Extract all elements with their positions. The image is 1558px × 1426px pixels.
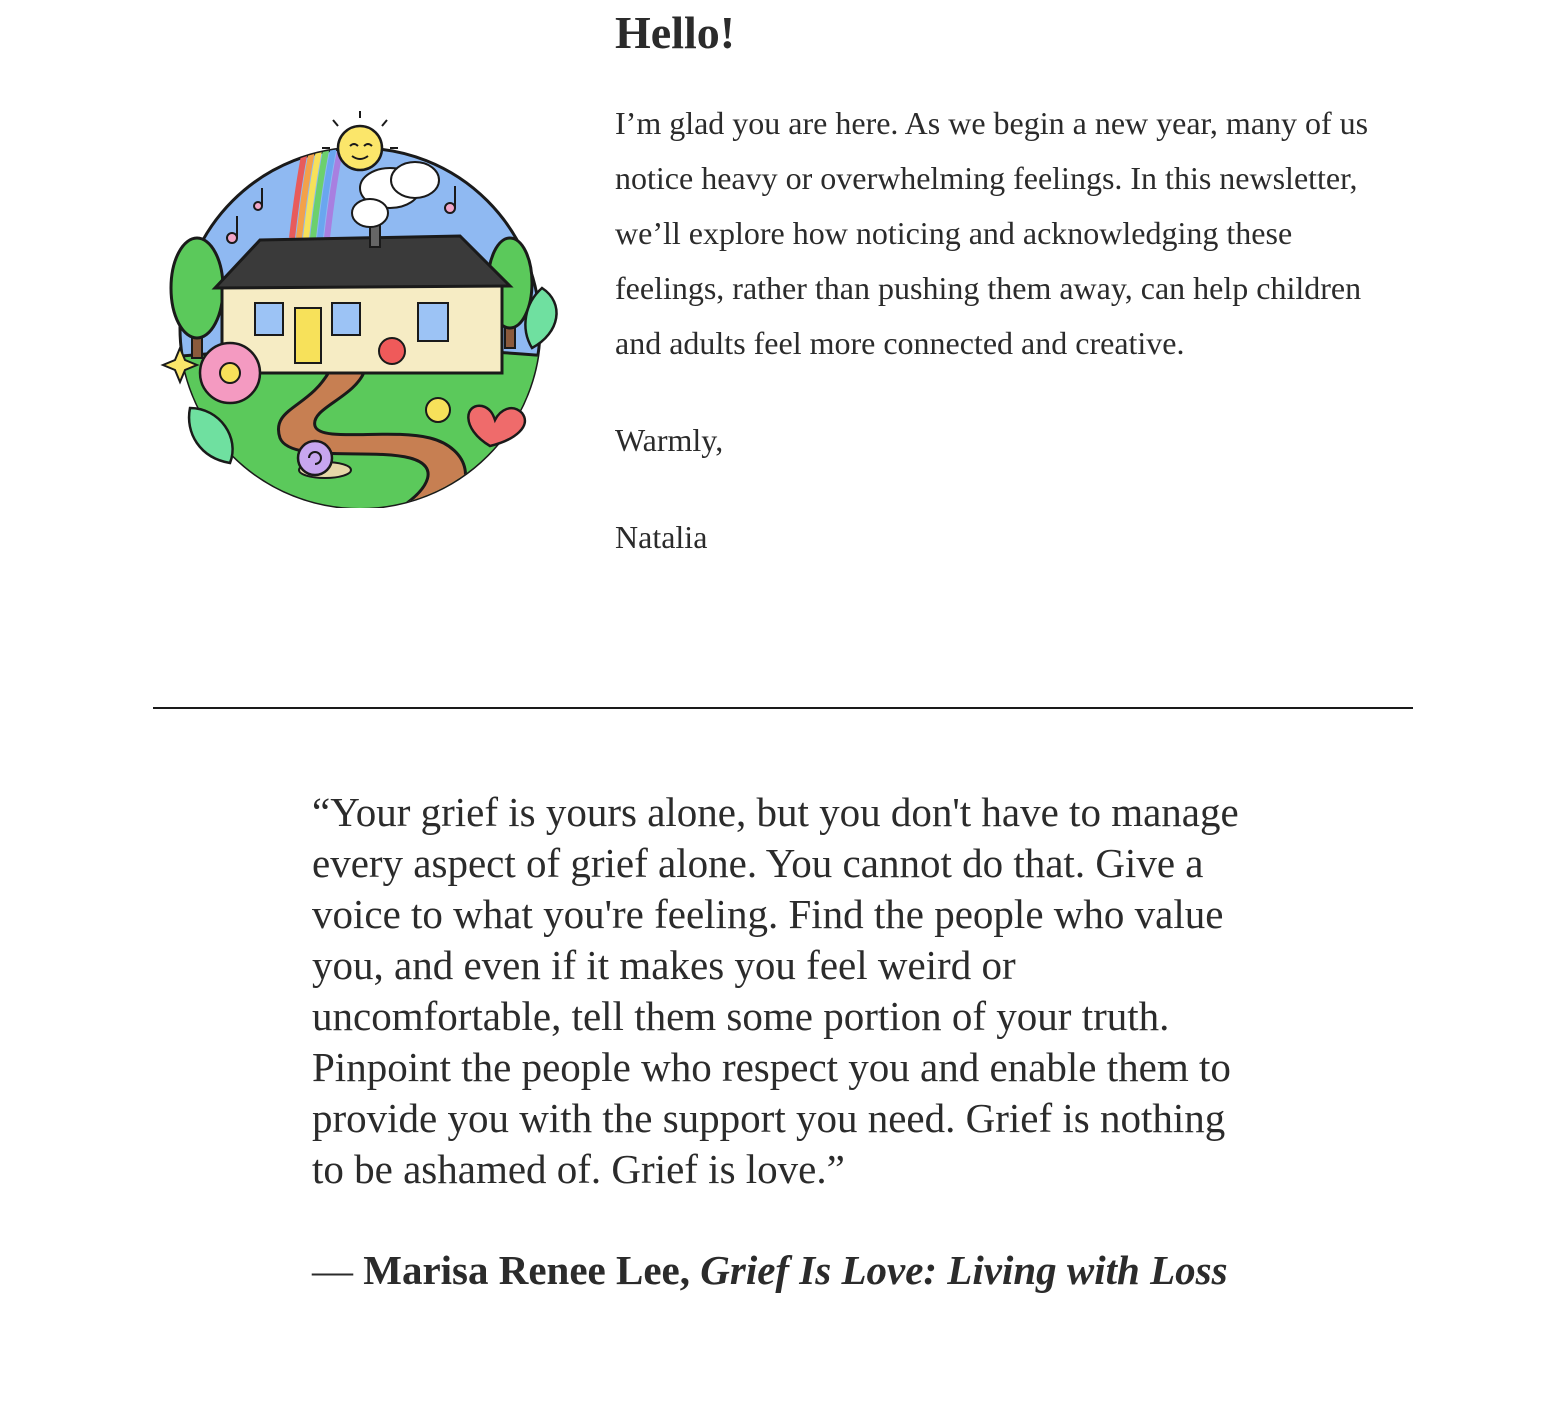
quote-author: Marisa Renee Lee,: [363, 1247, 690, 1293]
quote-attribution: [312, 1245, 1252, 1296]
signature: Natalia: [615, 519, 708, 555]
flower-icon-yellow: [426, 398, 450, 422]
intro-paragraph: I’m glad you are here. As we begin a new year, many of us notice heavy or overwhelming feelings. In this newsletter, we’ll explore how noticing and acknowledging these feelings, rather than pushing them away, can help children and adults feel more connected and creative.: [615, 105, 1369, 361]
flower-icon-pink: [200, 343, 260, 403]
quote-section: [312, 787, 1252, 1296]
signoff: Warmly,: [615, 422, 724, 458]
flower-icon-red: [379, 338, 405, 364]
section-divider: [153, 707, 1413, 709]
house-icon: [215, 223, 510, 373]
greeting-title: Hello!: [615, 7, 736, 58]
quote-text: “Your grief is yours alone, but you don't have to manage every aspect of grief alone. You cannot do that. Give a voice to what you're feeling. Find the people who value you, and even if it makes you feel weird or uncomfortable, tell them some portion of your truth. Pinpoint the people who respect you and enable them to provide you with the support you need. Grief is nothing to be ashamed of. Grief is love.”: [312, 789, 1239, 1192]
attribution-dash: —: [312, 1247, 364, 1293]
quote-book-title: Grief Is Love: Living with Loss: [700, 1247, 1228, 1293]
greeting-section: [615, 0, 1405, 565]
house-illustration: [160, 108, 570, 508]
